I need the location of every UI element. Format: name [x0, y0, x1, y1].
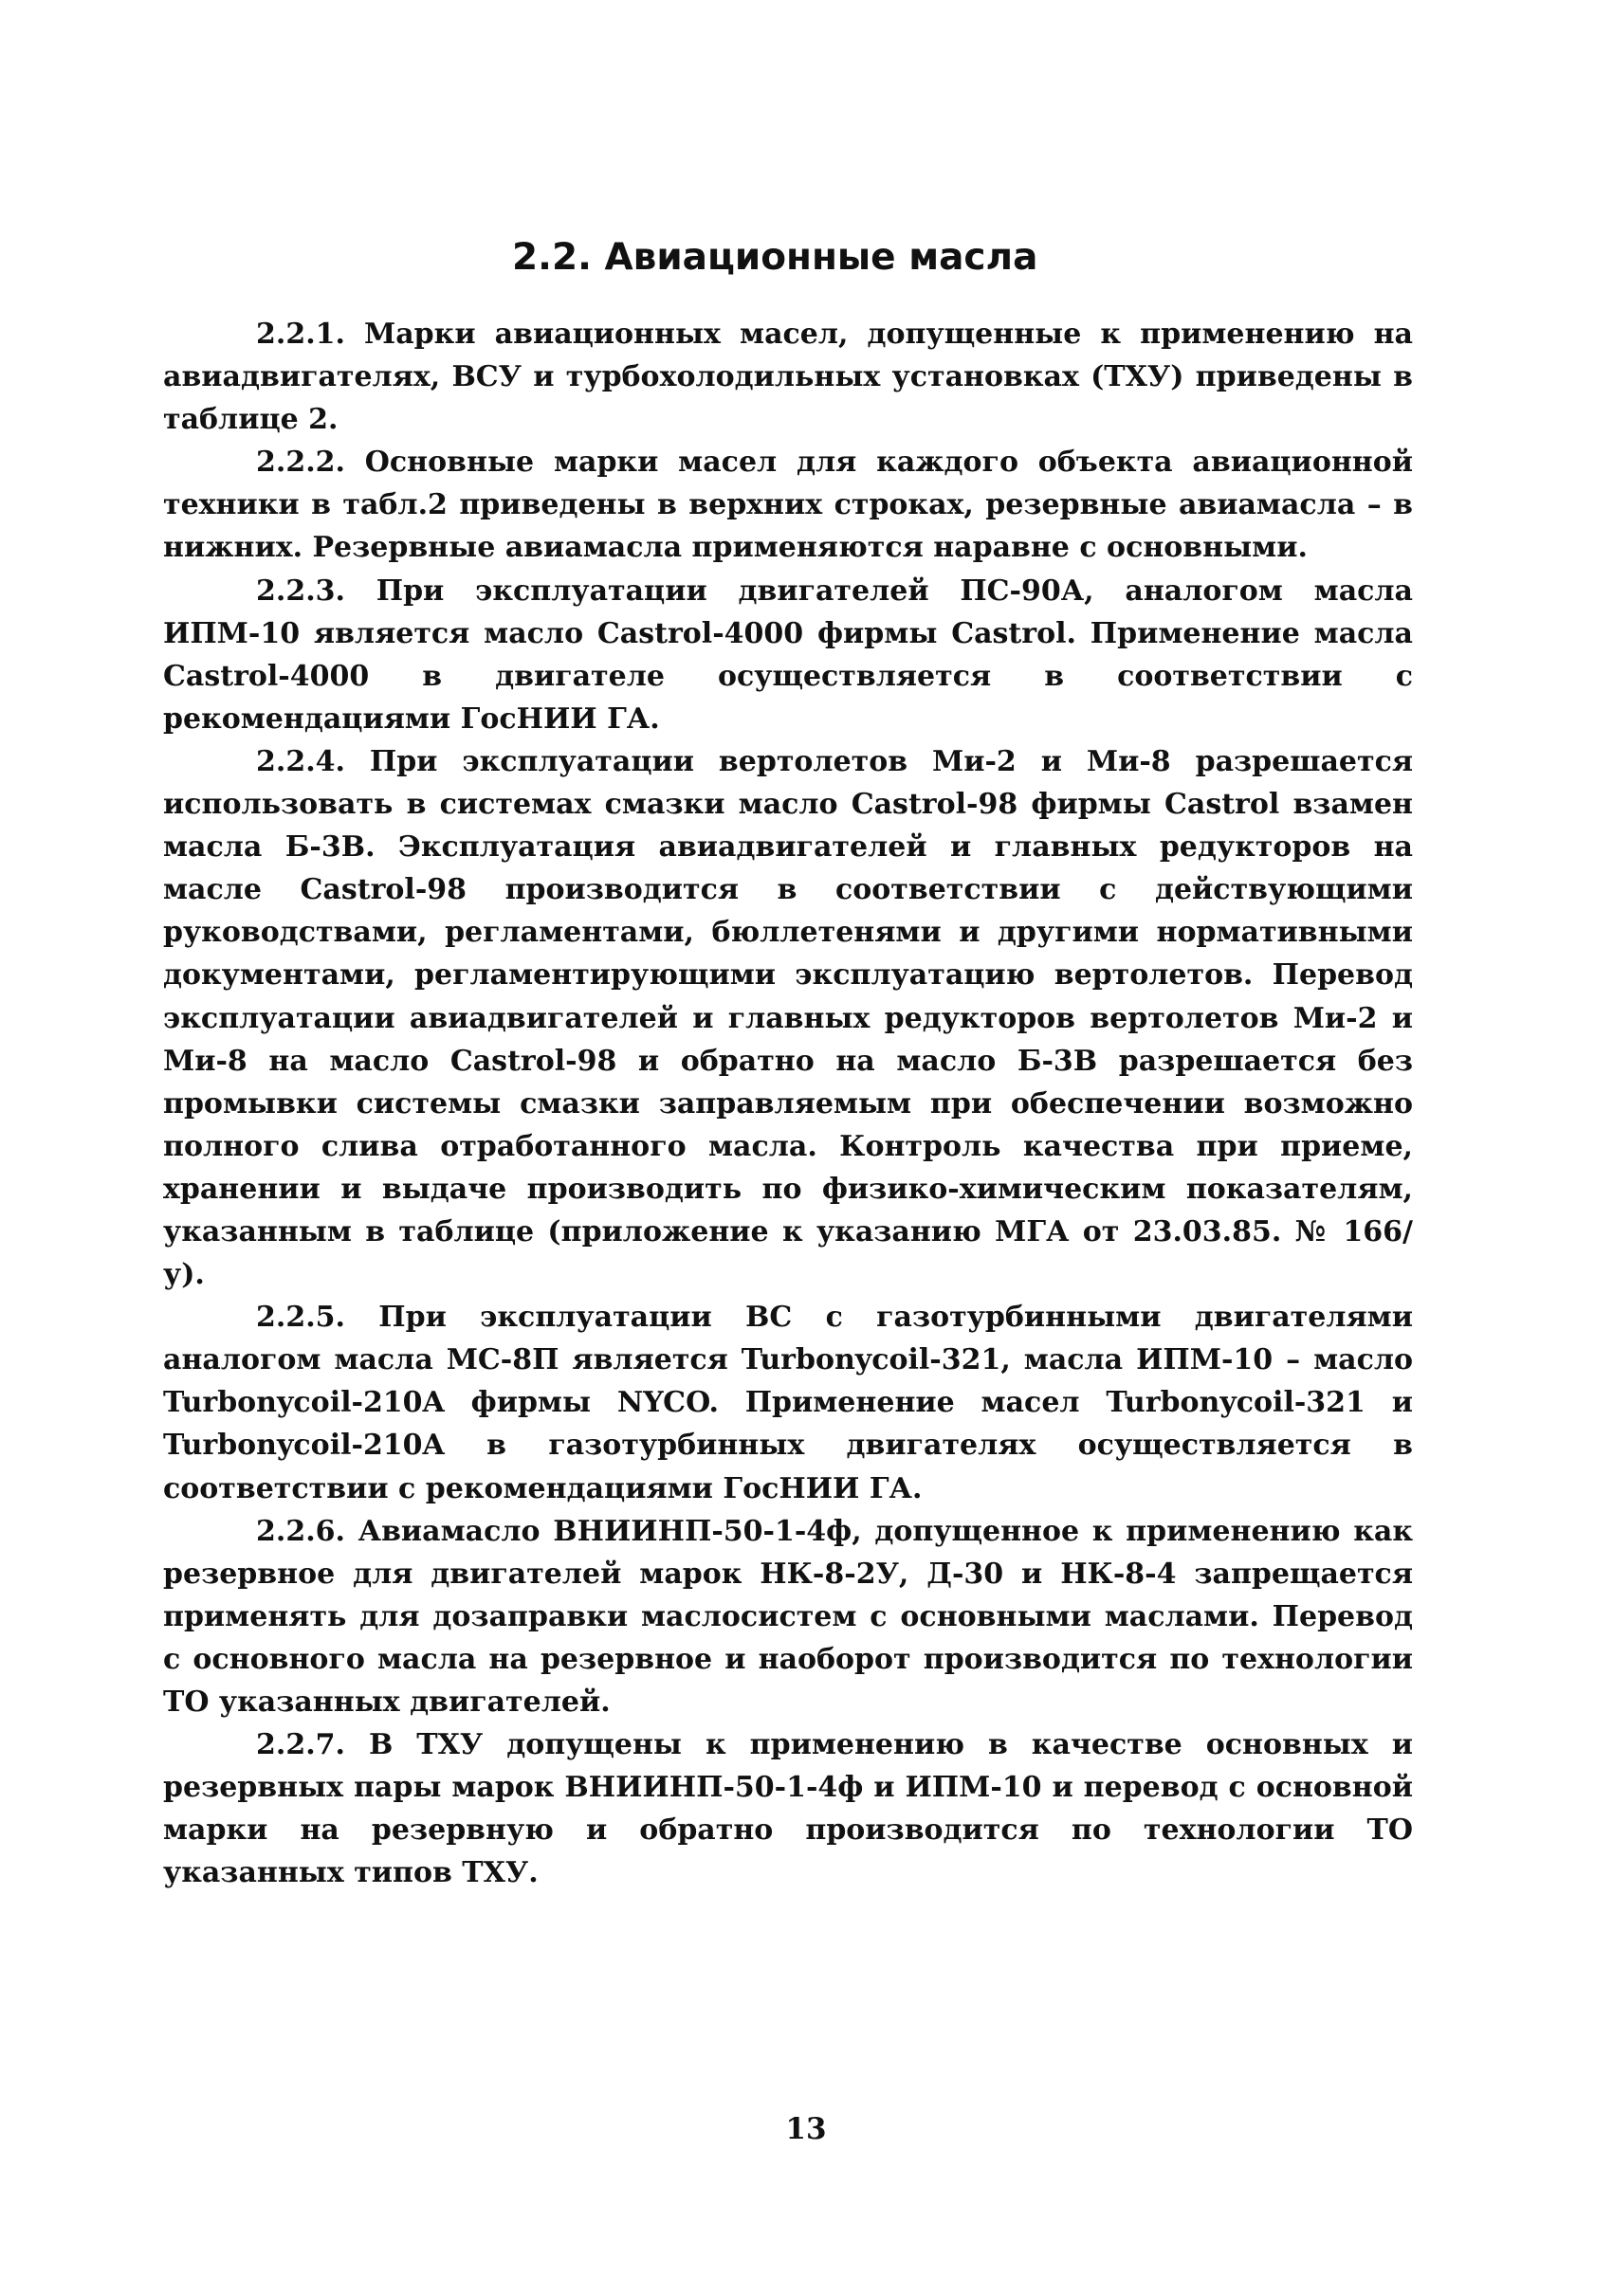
paragraph-2-2-1: 2.2.1. Марки авиационных масел, допущенные к применению на авиадвигателях, ВСУ и турбохолодильных установках (ТХУ) приведены в таблице 2. [163, 318, 1413, 437]
paragraph-2-2-3: 2.2.3. При эксплуатации двигателей ПС-90А, аналогом масла ИПМ-10 является масло Castrol-4000 фирмы Castrol. Применение масла Castrol-4000 в двигателе осуществляется в соответствии с рекомендациями ГосНИИ ГА. [163, 574, 1413, 736]
page-number: 13 [785, 2112, 827, 2146]
body-text [163, 313, 1413, 1894]
section-title: 2.2. Авиационные масла [512, 236, 1038, 280]
paragraph-2-2-4: 2.2.4. При эксплуатации вертолетов Ми-2 и Ми-8 разрешается использовать в системах смазки масло Castrol-98 фирмы Castrol взамен масла Б-3В. Эксплуатация авиадвигателей и главных редукторов на масле Castrol-98 производится в соответствии с действующими руководствами, регламентами, бюллетенями и другими нормативными документами, регламентирующими эксплуатацию вертолетов. Перевод эксплуатации авиадвигателей и главных редукторов вертолетов Ми-2 и Ми-8 на масло Castrol-98 и обратно на масло Б-3В разрешается без промывки системы смазки заправляемым при обеспечении возможно полного слива отработанного масла. Контроль качества при приеме, хранении и выдаче производить по физико-химическим показателям, указанным в таблице (приложение к указанию МГА от 23.03.85. № 166/у). [163, 744, 1413, 1292]
paragraph-2-2-2: 2.2.2. Основные марки масел для каждого объекта авиационной техники в табл.2 приведены в верхних строках, резервные авиамасла – в нижних. Резервные авиамасла применяются наравне с основными. [163, 446, 1413, 565]
paragraph-2-2-6: 2.2.6. Авиамасло ВНИИНП-50-1-4ф, допущенное к применению как резервное для двигателей марок НК-8-2У, Д-30 и НК-8-4 запрещается применять для дозаправки маслосистем с основными маслами. Перевод с основного масла на резервное и наоборот производится по технологии ТО указанных двигателей. [163, 1514, 1413, 1719]
paragraph-2-2-7: 2.2.7. В ТХУ допущены к применению в качестве основных и резервных пары марок ВНИИНП-50-1-4ф и ИПМ-10 и перевод с основной марки на резервную и обратно производится по технологии ТО указанных типов ТХУ. [163, 1728, 1413, 1890]
paragraph-2-2-5: 2.2.5. При эксплуатации ВС с газотурбинными двигателями аналогом масла МС-8П является Turbonycoil-321, масла ИПМ-10 – масло Turbonycoil-210A фирмы NYCO. Применение масел Turbonycoil-321 и Turbonycoil-210A в газотурбинных двигателях осуществляется в соответствии с рекомендациями ГосНИИ ГА. [163, 1301, 1413, 1505]
